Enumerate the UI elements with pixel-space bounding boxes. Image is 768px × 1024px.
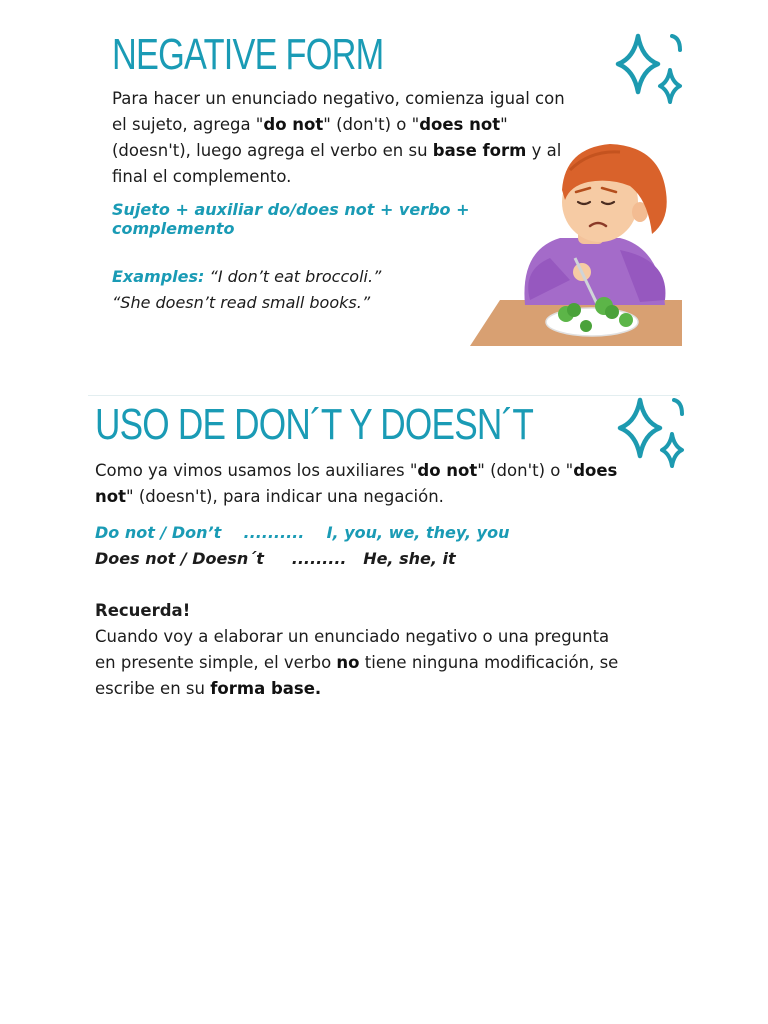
section-title-negative-form: NEGATIVE FORM xyxy=(112,30,384,79)
section-title-uso-de-dont: USO DE DON´T Y DOESN´T xyxy=(95,400,534,449)
uso-explanation: Como ya vimos usamos los auxiliares "do not" (don't) o "does not" (doesn't), para indicar una negación. xyxy=(95,461,618,506)
do-not-row: Do not / Don’t .......... I, you, we, they, you xyxy=(95,523,510,542)
section-divider xyxy=(88,395,680,396)
reminder-text: Cuando voy a elaborar un enunciado negativo o una pregunta en presente simple, el verbo no tiene ninguna modificación, se escribe en su forma base. xyxy=(95,627,619,698)
example-line-1: Examples: “I don’t eat broccoli.” xyxy=(112,267,382,286)
negative-formula: Sujeto + auxiliar do/does not + verbo + complemento xyxy=(112,200,470,238)
example-line-2: “She doesn’t read small books.” xyxy=(112,293,371,312)
reminder-title: Recuerda! xyxy=(95,601,191,620)
sparkle-icon xyxy=(612,394,687,474)
sparkle-icon xyxy=(610,30,685,110)
does-not-row: Does not / Doesn´t ......... He, she, it xyxy=(95,549,456,568)
uso-dont-doesnt-section xyxy=(95,398,655,702)
sad-boy-broccoli-illustration xyxy=(470,130,682,346)
negative-form-explanation: Para hacer un enunciado negativo, comienza igual con el sujeto, agrega "do not" (don't) o "does not" (doesn't), luego agrega el verbo en su base form y al final el complemento. xyxy=(112,89,565,186)
examples-label: Examples: xyxy=(112,267,205,286)
